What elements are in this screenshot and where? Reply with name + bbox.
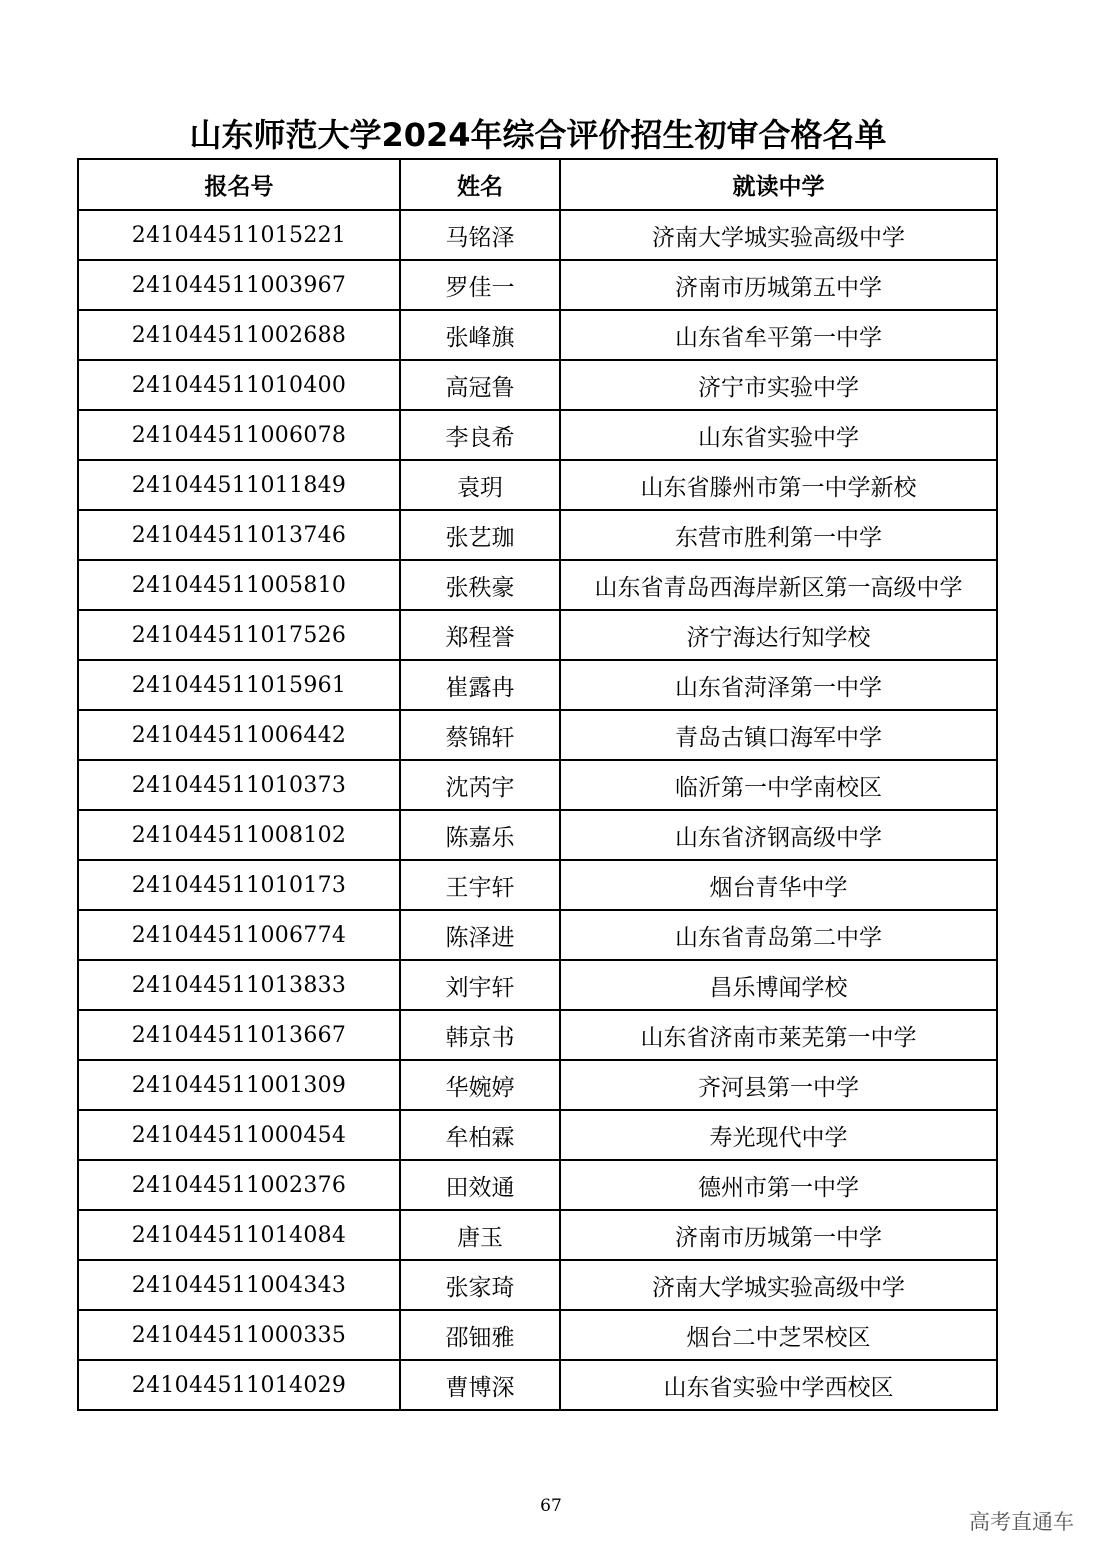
registration-number-cell: 241044511000335 [78, 1310, 400, 1360]
page-number: 67 [540, 1496, 562, 1516]
table-row [78, 210, 997, 260]
registration-number-cell: 241044511014029 [78, 1360, 400, 1410]
school-cell: 山东省青岛第二中学 [560, 910, 997, 960]
registration-number-cell: 241044511013667 [78, 1010, 400, 1060]
school-cell: 临沂第一中学南校区 [560, 760, 997, 810]
table-header-row [78, 159, 997, 210]
registration-number-cell: 241044511004343 [78, 1260, 400, 1310]
student-name-cell: 张家琦 [400, 1260, 560, 1310]
registration-number-cell: 241044511002688 [78, 310, 400, 360]
table-row [78, 1260, 997, 1310]
school-cell: 济宁海达行知学校 [560, 610, 997, 660]
table-body [78, 210, 997, 1410]
school-cell: 烟台青华中学 [560, 860, 997, 910]
school-cell: 济南大学城实验高级中学 [560, 1260, 997, 1310]
registration-number-cell: 241044511010373 [78, 760, 400, 810]
school-cell: 山东省菏泽第一中学 [560, 660, 997, 710]
table-row [78, 1160, 997, 1210]
student-name-cell: 马铭泽 [400, 210, 560, 260]
registration-number-cell: 241044511000454 [78, 1110, 400, 1160]
table-row [78, 910, 997, 960]
school-cell: 山东省滕州市第一中学新校 [560, 460, 997, 510]
school-cell: 山东省实验中学西校区 [560, 1360, 997, 1410]
student-name-cell: 韩京书 [400, 1010, 560, 1060]
table-row [78, 810, 997, 860]
table-row [78, 660, 997, 710]
table-row [78, 610, 997, 660]
table-row [78, 410, 997, 460]
student-name-cell: 田效通 [400, 1160, 560, 1210]
registration-number-cell: 241044511014084 [78, 1210, 400, 1260]
table-row [78, 260, 997, 310]
registration-number-cell: 241044511006442 [78, 710, 400, 760]
registration-number-cell: 241044511013833 [78, 960, 400, 1010]
school-cell: 济南市历城第一中学 [560, 1210, 997, 1260]
document-title: 山东师范大学2024年综合评价招生初审合格名单 [189, 116, 887, 154]
student-name-cell: 袁玥 [400, 460, 560, 510]
student-name-cell: 郑程誉 [400, 610, 560, 660]
table-row [78, 710, 997, 760]
registration-number-cell: 241044511006078 [78, 410, 400, 460]
school-cell: 青岛古镇口海军中学 [560, 710, 997, 760]
registration-number-cell: 241044511015961 [78, 660, 400, 710]
school-cell: 济南大学城实验高级中学 [560, 210, 997, 260]
table-row [78, 960, 997, 1010]
watermark: 高考直通车 [969, 1510, 1074, 1534]
registration-number-cell: 241044511010400 [78, 360, 400, 410]
student-name-cell: 张峰旗 [400, 310, 560, 360]
registration-number-cell: 241044511011849 [78, 460, 400, 510]
student-name-cell: 张秩豪 [400, 560, 560, 610]
student-name-cell: 罗佳一 [400, 260, 560, 310]
student-name-cell: 牟柏霖 [400, 1110, 560, 1160]
registration-number-cell: 241044511002376 [78, 1160, 400, 1210]
student-name-cell: 李良希 [400, 410, 560, 460]
student-name-cell: 陈泽进 [400, 910, 560, 960]
header-name: 姓名 [400, 159, 560, 210]
school-cell: 山东省青岛西海岸新区第一高级中学 [560, 560, 997, 610]
school-cell: 山东省牟平第一中学 [560, 310, 997, 360]
table-row [78, 1010, 997, 1060]
table-row [78, 360, 997, 410]
school-cell: 济宁市实验中学 [560, 360, 997, 410]
school-cell: 济南市历城第五中学 [560, 260, 997, 310]
registration-number-cell: 241044511005810 [78, 560, 400, 610]
student-name-cell: 沈芮宇 [400, 760, 560, 810]
table-row [78, 510, 997, 560]
registration-number-cell: 241044511008102 [78, 810, 400, 860]
table-row [78, 1360, 997, 1410]
table-row [78, 560, 997, 610]
student-name-cell: 唐玉 [400, 1210, 560, 1260]
table-row [78, 1210, 997, 1260]
school-cell: 齐河县第一中学 [560, 1060, 997, 1110]
header-registration-number: 报名号 [78, 159, 400, 210]
school-cell: 山东省济南市莱芜第一中学 [560, 1010, 997, 1060]
registration-number-cell: 241044511015221 [78, 210, 400, 260]
school-cell: 德州市第一中学 [560, 1160, 997, 1210]
student-name-cell: 曹博深 [400, 1360, 560, 1410]
table-row [78, 1110, 997, 1160]
student-name-cell: 王宇轩 [400, 860, 560, 910]
table-row [78, 310, 997, 360]
registration-number-cell: 241044511010173 [78, 860, 400, 910]
school-cell: 山东省济钢高级中学 [560, 810, 997, 860]
school-cell: 寿光现代中学 [560, 1110, 997, 1160]
registration-number-cell: 241044511013746 [78, 510, 400, 560]
table-row [78, 1060, 997, 1110]
student-name-cell: 张艺珈 [400, 510, 560, 560]
registration-number-cell: 241044511001309 [78, 1060, 400, 1110]
student-name-cell: 高冠鲁 [400, 360, 560, 410]
registration-number-cell: 241044511003967 [78, 260, 400, 310]
student-name-cell: 蔡锦轩 [400, 710, 560, 760]
table-row [78, 1310, 997, 1360]
student-name-cell: 刘宇轩 [400, 960, 560, 1010]
school-cell: 山东省实验中学 [560, 410, 997, 460]
table-row [78, 760, 997, 810]
student-name-cell: 陈嘉乐 [400, 810, 560, 860]
admission-list-table [77, 158, 998, 1411]
student-name-cell: 邵钿雅 [400, 1310, 560, 1360]
registration-number-cell: 241044511017526 [78, 610, 400, 660]
school-cell: 东营市胜利第一中学 [560, 510, 997, 560]
table-row [78, 860, 997, 910]
header-school: 就读中学 [560, 159, 997, 210]
school-cell: 烟台二中芝罘校区 [560, 1310, 997, 1360]
table-row [78, 460, 997, 510]
registration-number-cell: 241044511006774 [78, 910, 400, 960]
school-cell: 昌乐博闻学校 [560, 960, 997, 1010]
student-name-cell: 华婉婷 [400, 1060, 560, 1110]
student-name-cell: 崔露冉 [400, 660, 560, 710]
